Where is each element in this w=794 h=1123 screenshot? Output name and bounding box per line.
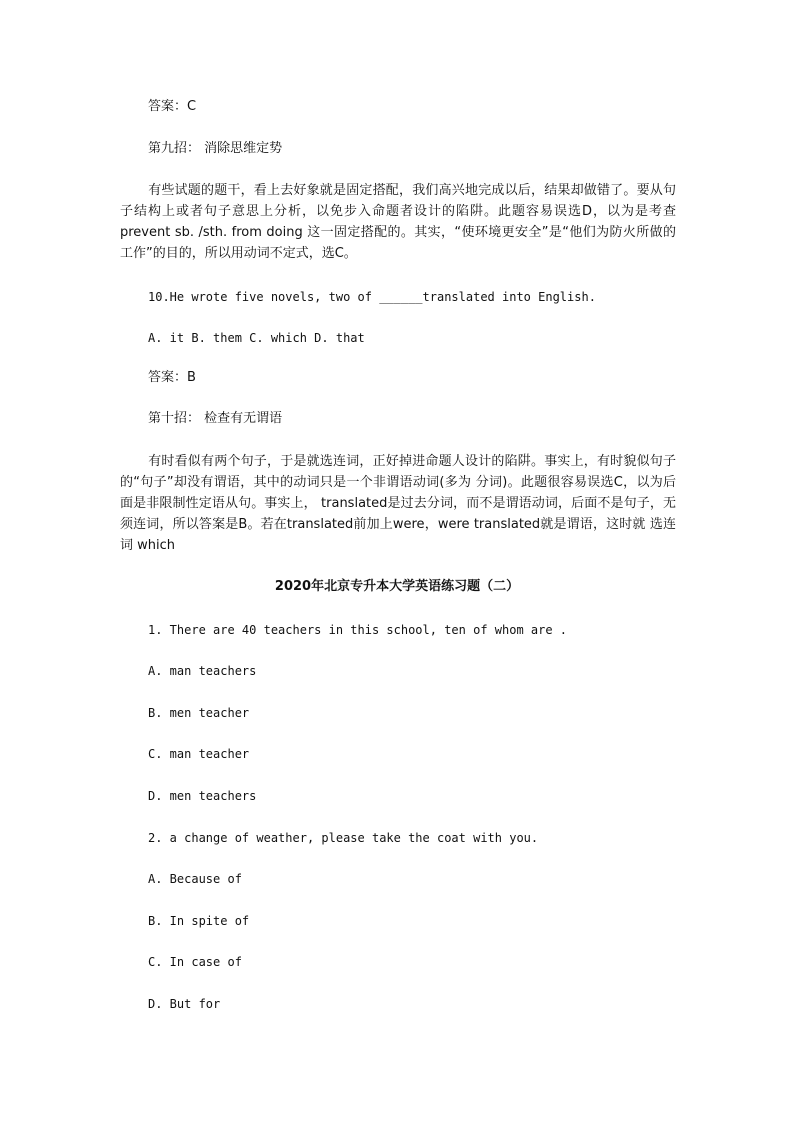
answer-c: 答案：C bbox=[148, 99, 197, 114]
tip10-paragraph-text: 有时看似有两个句子，于是就选连词，正好掉进命题人设计的陷阱。事实上，有时貌似句子的“句子”却没有谓语，其中的动词只是一个非谓语动词(多为 分词)。此题很容易误选C，以为后面是非限制性定语从句。事实上， translated是过去分词，而不是谓语动词，后面不是句子，无须连词，所以答案是B。若在translated前加上were，were translated就是谓语，这时就 选连词 which bbox=[120, 454, 676, 553]
section-title: 2020年北京专升本大学英语练习题（二） bbox=[274, 579, 520, 594]
question-2-option-c: C. In case of bbox=[148, 955, 242, 969]
question-1-option-d: D. men teachers bbox=[148, 789, 257, 803]
question-2-option-b: B. In spite of bbox=[148, 914, 250, 928]
tip9-title: 第九招： 消除思维定势 bbox=[148, 141, 283, 156]
question-2: 2. a change of weather, please take the coat with you. bbox=[148, 831, 539, 845]
question-2-option-d: D. But for bbox=[148, 997, 221, 1011]
tip9-paragraph bbox=[120, 180, 676, 264]
question-2-option-a: A. Because of bbox=[148, 872, 242, 886]
answer-b: 答案：B bbox=[148, 370, 196, 385]
question-10-options: A. it B. them C. which D. that bbox=[148, 331, 365, 345]
tip9-paragraph-text: 有些试题的题干，看上去好象就是固定搭配，我们高兴地完成以后，结果却做错了。要从句子结构上或者句子意思上分析，以免步入命题者设计的陷阱。此题容易误选D，以为是考查prevent sb. /sth. from doing 这一固定搭配的。其实，“使环境更安全”是“他们为防火所做的工作”的目的，所以用动词不定式，选C。 bbox=[120, 183, 676, 261]
question-1-option-a: A. man teachers bbox=[148, 664, 257, 678]
question-1: 1. There are 40 teachers in this school, ten of whom are . bbox=[148, 623, 568, 637]
tip10-paragraph bbox=[120, 451, 676, 556]
question-10: 10.He wrote five novels, two of ______translated into English. bbox=[148, 290, 596, 304]
question-1-option-b: B. men teacher bbox=[148, 706, 250, 720]
question-1-option-c: C. man teacher bbox=[148, 747, 250, 761]
tip10-title: 第十招： 检查有无谓语 bbox=[148, 411, 283, 426]
